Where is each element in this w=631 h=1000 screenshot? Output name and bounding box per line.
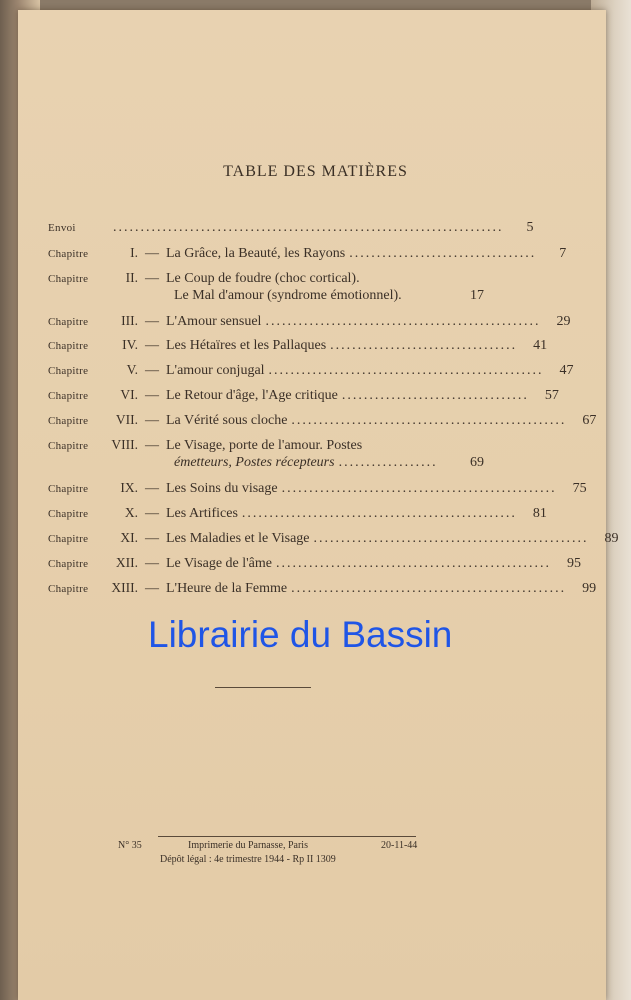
page-number: 89 [604, 531, 619, 546]
dash: — [145, 388, 159, 403]
watermark-text: Librairie du Bassin [148, 614, 453, 655]
page-number: 17 [470, 288, 484, 303]
chapter-number: II. [125, 270, 138, 285]
print-number: N° 35 [118, 840, 142, 851]
page-number: 81 [532, 506, 547, 521]
entry-label: Envoi [48, 222, 76, 234]
dot-leader: .................................................. [313, 531, 589, 546]
page-number: 95 [567, 556, 581, 571]
toc-entry-8-line2 [174, 455, 484, 471]
chapter-number: X. [124, 505, 138, 520]
dash: — [145, 413, 159, 428]
dot-leader: .................................................. [276, 556, 551, 571]
chapter-number: VIII. [111, 437, 138, 452]
page-number: 69 [470, 455, 484, 470]
toc-entry-5 [48, 362, 574, 379]
dash: — [145, 531, 159, 546]
page-number: 7 [559, 246, 567, 261]
dash: — [145, 506, 159, 521]
dot-leader: .................................................. [291, 581, 567, 596]
chapter-label: Chapitre [48, 316, 89, 328]
chapter-number: XIII. [111, 580, 138, 595]
chapter-label: Chapitre [48, 483, 89, 495]
dot-leader: .................................................. [241, 506, 517, 521]
page-number: 67 [582, 413, 597, 428]
dot-leader: .................................................. [268, 363, 544, 378]
chapter-title-continued: émetteurs, Postes récepteurs [174, 455, 335, 470]
section-divider [215, 687, 311, 688]
chapter-title: Les Maladies et le Visage [166, 531, 310, 546]
toc-entry-3 [48, 313, 571, 330]
dot-leader: .................. [338, 455, 438, 470]
dot-leader: .................................................. [281, 481, 557, 496]
toc-entry-1 [48, 245, 567, 262]
chapter-number: IX. [120, 480, 138, 495]
dot-leader: .................................................. [265, 314, 541, 329]
printer-name: Imprimerie du Parnasse, Paris [188, 840, 308, 851]
dash: — [145, 556, 159, 571]
chapter-label: Chapitre [48, 440, 89, 452]
dot-leader: .................................. [349, 246, 537, 261]
dash: — [145, 481, 159, 496]
toc-entry-7 [48, 412, 597, 429]
print-date: 20-11-44 [381, 840, 418, 851]
toc-entry-envoi [48, 220, 534, 236]
chapter-number: VI. [120, 387, 138, 402]
dot-leader: ....................................................................... [113, 220, 504, 235]
chapter-title: Le Coup de foudre (choc cortical). [166, 271, 360, 286]
chapter-label: Chapitre [48, 248, 89, 260]
chapter-title: L'Heure de la Femme [166, 581, 288, 596]
chapter-label: Chapitre [48, 533, 89, 545]
legal-deposit: Dépôt légal : 4e trimestre 1944 - Rp II 1309 [160, 854, 336, 865]
chapter-label: Chapitre [48, 390, 89, 402]
chapter-label: Chapitre [48, 340, 89, 352]
toc-heading: TABLE DES MATIÈRES [223, 163, 408, 180]
chapter-label: Chapitre [48, 558, 89, 570]
chapter-title: La Grâce, la Beauté, les Rayons [166, 246, 346, 261]
dash: — [145, 271, 159, 286]
chapter-label: Chapitre [48, 415, 89, 427]
toc-entry-4 [48, 337, 548, 354]
chapter-label: Chapitre [48, 273, 89, 285]
chapter-title: Le Visage, porte de l'amour. Postes [166, 438, 363, 453]
page-number: 47 [559, 363, 574, 378]
toc-entry-9 [48, 480, 587, 497]
chapter-title-continued: Le Mal d'amour (syndrome émotionnel). [174, 288, 402, 303]
chapter-title: Les Artifices [166, 506, 238, 521]
dash: — [145, 438, 159, 453]
chapter-number: III. [121, 313, 138, 328]
dot-leader: .................................. [341, 388, 529, 403]
chapter-title: La Vérité sous cloche [166, 413, 288, 428]
page-number: 5 [526, 220, 534, 235]
page-number: 99 [582, 581, 597, 596]
chapter-number: V. [126, 362, 138, 377]
toc-entry-11 [48, 530, 619, 547]
toc-entry-10 [48, 505, 547, 522]
toc-entry-6 [48, 387, 559, 404]
dot-leader: .................................. [330, 338, 518, 353]
chapter-number: XI. [120, 530, 138, 545]
chapter-label: Chapitre [48, 365, 89, 377]
chapter-title: Les Hétaïres et les Pallaques [166, 338, 327, 353]
dash: — [145, 246, 159, 261]
chapter-label: Chapitre [48, 508, 89, 520]
dash: — [145, 338, 159, 353]
page-number: 41 [533, 338, 548, 353]
toc-entry-2-line2 [174, 288, 484, 304]
chapter-title: Le Retour d'âge, l'Age critique [166, 388, 338, 403]
toc-entry-2 [48, 270, 484, 287]
chapter-number: I. [130, 245, 138, 260]
dot-leader: .................................................. [291, 413, 567, 428]
chapter-number: IV. [122, 337, 138, 352]
dash: — [145, 363, 159, 378]
toc-entry-12 [48, 555, 581, 572]
chapter-title: Le Visage de l'âme [166, 556, 272, 571]
page-number: 29 [556, 314, 571, 329]
page-number: 75 [572, 481, 587, 496]
toc-entry-8 [48, 437, 484, 454]
toc-entry-13 [48, 580, 597, 597]
dash: — [145, 581, 159, 596]
chapter-title: L'amour conjugal [166, 363, 265, 378]
chapter-number: XII. [115, 555, 138, 570]
footer-divider [158, 836, 416, 837]
chapter-number: VII. [115, 412, 138, 427]
page-number: 57 [544, 388, 559, 403]
chapter-title: Les Soins du visage [166, 481, 278, 496]
dash: — [145, 314, 159, 329]
chapter-title: L'Amour sensuel [166, 314, 262, 329]
chapter-label: Chapitre [48, 583, 89, 595]
